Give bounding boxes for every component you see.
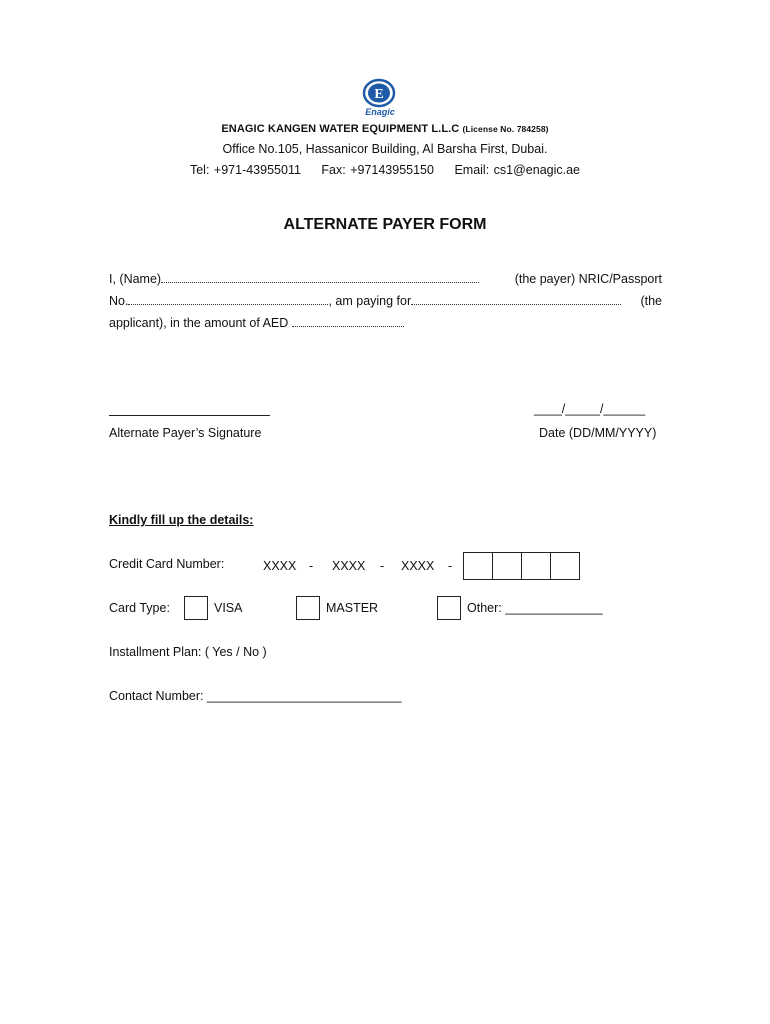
name-label: I, (Name)	[109, 272, 162, 286]
date-field[interactable]: ____/_____/______	[534, 402, 646, 416]
payer-nric-label: (the payer) NRIC/Passport	[514, 272, 662, 286]
master-checkbox[interactable]	[296, 596, 320, 620]
contact-number-label[interactable]: Contact Number: ____________________________	[109, 689, 402, 703]
declaration-line-1	[109, 272, 662, 286]
company-header	[0, 123, 770, 135]
cc-group-1: XXXX	[263, 559, 297, 573]
paying-for-label: , am paying for	[328, 294, 412, 308]
other-label[interactable]: Other: ______________	[467, 601, 603, 615]
the-label: (the	[640, 294, 662, 308]
credit-card-label: Credit Card Number:	[109, 557, 225, 571]
date-label: Date (DD/MM/YYYY)	[539, 426, 657, 440]
cc-group-2: XXXX	[332, 559, 366, 573]
form-title: ALTERNATE PAYER FORM	[283, 216, 487, 233]
name-field[interactable]	[161, 272, 479, 283]
cc-dash-2: -	[380, 559, 385, 573]
amount-field[interactable]	[292, 316, 404, 327]
email-address: Email: cs1@enagic.ae	[454, 163, 581, 177]
cc-dash-1: -	[309, 559, 314, 573]
cc-digit-box[interactable]	[522, 553, 551, 579]
cc-dash-3: -	[448, 559, 453, 573]
declaration-line-2	[109, 294, 662, 308]
company-contact	[0, 163, 770, 177]
cc-group-3: XXXX	[401, 559, 435, 573]
tel-number: Tel: +971-43955011	[189, 163, 301, 177]
installment-plan-label[interactable]: Installment Plan: ( Yes / No )	[109, 645, 267, 659]
fax-number: Fax: +97143955150	[321, 163, 434, 177]
cc-last-digits[interactable]	[463, 552, 580, 580]
applicant-field[interactable]	[411, 294, 621, 305]
svg-text:E: E	[374, 87, 384, 102]
visa-checkbox[interactable]	[184, 596, 208, 620]
logo-wordmark: Enagic	[365, 107, 395, 117]
visa-label: VISA	[214, 601, 243, 615]
other-checkbox[interactable]	[437, 596, 461, 620]
declaration-line-3	[109, 316, 662, 330]
company-name: ENAGIC KANGEN WATER EQUIPMENT L.L.C	[221, 123, 460, 135]
amount-label: applicant), in the amount of AED	[109, 316, 289, 330]
no-label: No.	[109, 294, 129, 308]
company-address: Office No.105, Hassanicor Building, Al Barsha First, Dubai.	[222, 142, 548, 156]
license-number: (License No. 784258)	[462, 124, 549, 134]
cc-digit-box[interactable]	[493, 553, 522, 579]
card-type-label: Card Type:	[109, 601, 170, 615]
details-heading: Kindly fill up the details:	[109, 513, 254, 527]
cc-digit-box[interactable]	[464, 553, 493, 579]
nric-field[interactable]	[128, 294, 328, 305]
master-label: MASTER	[326, 601, 379, 615]
signature-line[interactable]	[109, 414, 270, 416]
signature-label: Alternate Payer’s Signature	[109, 426, 262, 440]
cc-digit-box[interactable]	[551, 553, 579, 579]
